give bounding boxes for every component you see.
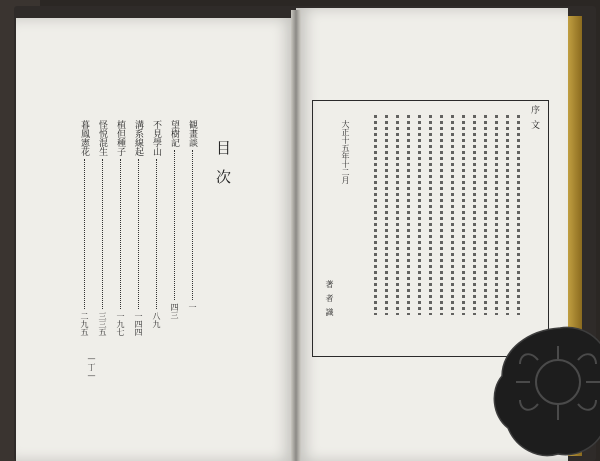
toc-entry-page: 四三 — [170, 303, 179, 319]
book-gutter — [291, 10, 301, 461]
toc-leader — [120, 159, 121, 309]
toc-entry — [114, 120, 127, 380]
toc-entry-page: 一四四 — [134, 312, 143, 336]
toc-entry — [150, 120, 163, 380]
preface-text-column — [481, 115, 489, 315]
preface-text-column — [459, 115, 467, 315]
preface-text-column — [404, 115, 412, 315]
toc-entry-page: 一九七 — [116, 312, 125, 336]
preface-text-column — [437, 115, 445, 315]
toc-entry — [96, 120, 109, 380]
toc-entry-title: 溝系線起 — [133, 120, 143, 156]
preface-text-column — [382, 115, 390, 315]
toc-entry-title: 観畫談 — [187, 120, 197, 147]
toc-leader — [84, 159, 85, 309]
preface-text-column — [426, 115, 434, 315]
toc-entry-title: 植但種子 — [115, 120, 125, 156]
preface-author: 著者識 — [325, 280, 334, 322]
preface-text-column — [492, 115, 500, 315]
toc-entry — [78, 120, 91, 380]
toc-entry-title: 不見學山 — [151, 120, 161, 156]
preface-text-column — [393, 115, 401, 315]
toc-leader — [192, 150, 193, 300]
toc-entry — [186, 120, 199, 380]
toc-entry-page: 二九五 — [80, 312, 89, 336]
toc-leader — [138, 159, 139, 309]
preface-date: 大正十五年十二月 — [341, 120, 350, 184]
preface-text-column — [503, 115, 511, 315]
preface-text-column — [514, 115, 522, 315]
toc-entry-title: 望樹記 — [169, 120, 179, 147]
toc-entry-page: 三三五 — [98, 312, 107, 336]
preface-title: 序文 — [529, 105, 539, 135]
preface-text-column — [371, 115, 379, 315]
toc-entry-page: 一 — [188, 303, 197, 311]
preface-text-column — [448, 115, 456, 315]
toc-leader — [156, 159, 157, 309]
page-number: —丁— — [87, 354, 96, 380]
toc-entry — [168, 120, 181, 380]
toc-leader — [102, 159, 103, 309]
preface-text-column — [415, 115, 423, 315]
preface-text-column — [470, 115, 478, 315]
toc-entry-title: 暮鳳憲花 — [79, 120, 89, 156]
toc-entry-title: 怪悦混生 — [97, 120, 107, 156]
toc-entry — [132, 120, 145, 380]
toc-entry-page: 八九 — [152, 312, 161, 328]
toc-title: 目次 — [214, 140, 232, 198]
toc-leader — [174, 150, 175, 300]
metal-ornament — [490, 320, 600, 460]
